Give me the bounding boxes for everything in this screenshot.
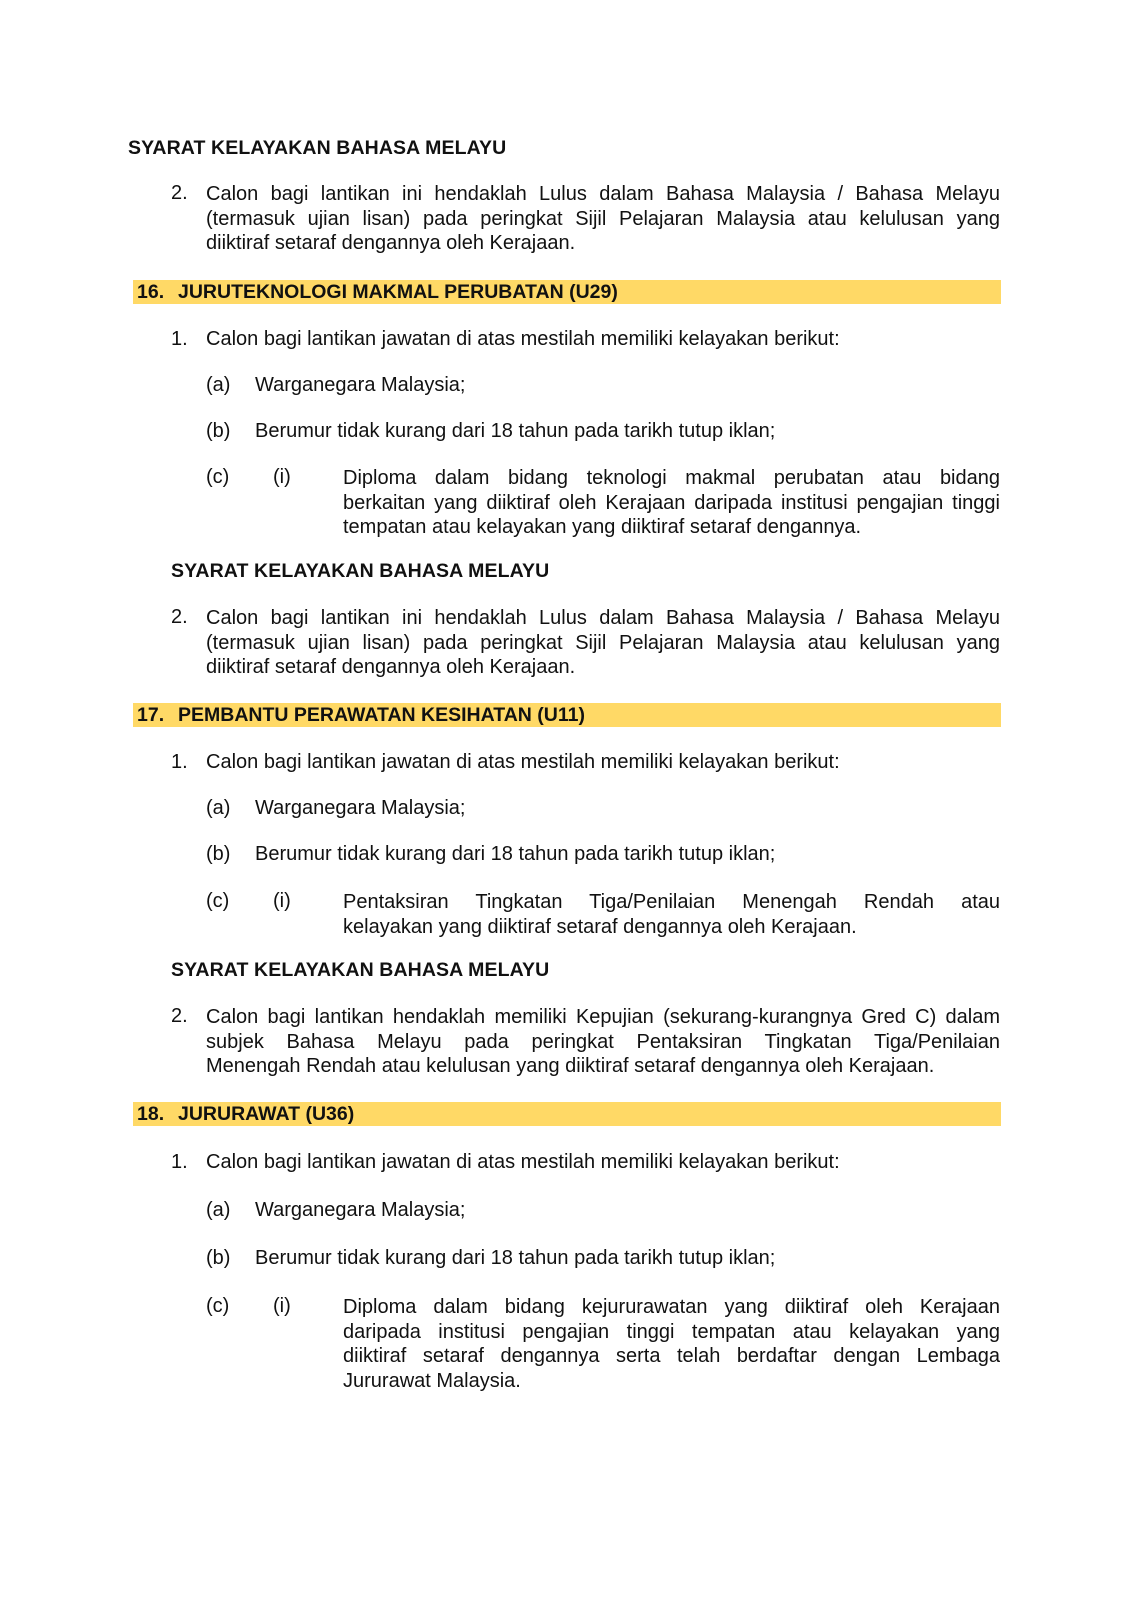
s18-b-text: Berumur tidak kurang dari 18 tahun pada tarikh tutup iklan; [255, 1247, 776, 1269]
section-17-number: 17. [137, 704, 165, 726]
s16-c-paragraph [343, 466, 1000, 540]
s16-b-text: Berumur tidak kurang dari 18 tahun pada tarikh tutup iklan; [255, 420, 776, 442]
section-17-title: PEMBANTU PERAWATAN KESIHATAN (U11) [178, 704, 585, 726]
s16-bm-paragraph [206, 606, 1000, 680]
s18-p1-num: 1. [171, 1151, 188, 1173]
s16-c-line: tempatan atau kelayakan yang diiktiraf setaraf dengannya. [343, 516, 862, 538]
bm-line: (termasuk ujian lisan) pada peringkat Sijil Pelajaran Malaysia atau kelulusan yang [206, 207, 1000, 230]
s16-c-line: berkaitan yang diiktiraf oleh Kerajaan daripada institusi pengajian tinggi [343, 491, 1000, 514]
s16-c-sub: (i) [273, 466, 291, 488]
s18-b-label: (b) [206, 1247, 231, 1269]
bm-line: diiktiraf setaraf dengannya oleh Kerajaan. [206, 232, 576, 254]
s17-b-text: Berumur tidak kurang dari 18 tahun pada tarikh tutup iklan; [255, 843, 776, 865]
section-16-number: 16. [137, 281, 165, 303]
s17-bm-num: 2. [171, 1005, 188, 1027]
s18-c-line: Diploma dalam bidang kejururawatan yang diiktiraf oleh Kerajaan [343, 1296, 1000, 1318]
s17-c-sub: (i) [273, 890, 291, 912]
section-16-title: JURUTEKNOLOGI MAKMAL PERUBATAN (U29) [178, 281, 618, 303]
s16-bm-num: 2. [171, 606, 188, 628]
s18-c-line: diiktiraf setaraf dengannya serta telah berdaftar dengan Lembaga [343, 1345, 1000, 1367]
bm-paragraph-top [206, 182, 1000, 256]
s18-c-paragraph [343, 1295, 1000, 1393]
s16-c-line: Diploma dalam bidang teknologi makmal perubatan atau bidang [343, 467, 1000, 489]
s17-b-label: (b) [206, 843, 231, 865]
s16-bm-line: (termasuk ujian lisan) pada peringkat Sijil Pelajaran Malaysia atau kelulusan yang [206, 631, 1000, 654]
s17-bm-line: Calon bagi lantikan hendaklah memiliki Kepujian (sekurang-kurangnya Gred C) dalam [206, 1006, 1000, 1028]
bm-heading-top: SYARAT KELAYAKAN BAHASA MELAYU [128, 137, 507, 159]
s17-bm-heading: SYARAT KELAYAKAN BAHASA MELAYU [171, 959, 550, 981]
s17-p1-num: 1. [171, 751, 188, 773]
s17-a-label: (a) [206, 797, 231, 819]
s18-a-label: (a) [206, 1199, 231, 1221]
section-18-header [133, 1102, 1001, 1126]
s17-bm-paragraph [206, 1005, 1000, 1079]
section-18-number: 18. [137, 1103, 165, 1125]
s16-bm-heading: SYARAT KELAYAKAN BAHASA MELAYU [171, 560, 550, 582]
s17-bm-line: subjek Bahasa Melayu pada peringkat Pentaksiran Tingkatan Tiga/Penilaian [206, 1030, 1000, 1053]
s17-c-line: Pentaksiran Tingkatan Tiga/Penilaian Menengah Rendah atau [343, 891, 1000, 913]
s18-c-line: Jururawat Malaysia. [343, 1369, 521, 1392]
s17-c-label: (c) [206, 890, 230, 912]
s16-p1-num: 1. [171, 328, 188, 350]
s17-c-line: kelayakan yang diiktiraf setaraf dengannya oleh Kerajaan. [343, 915, 857, 938]
s17-c-paragraph [343, 890, 1000, 939]
s16-a-label: (a) [206, 374, 231, 396]
section-18-title: JURURAWAT (U36) [178, 1103, 355, 1125]
bm-num-top: 2. [171, 182, 188, 204]
s16-a-text: Warganegara Malaysia; [255, 374, 466, 396]
s17-a-text: Warganegara Malaysia; [255, 797, 466, 819]
s18-a-text: Warganegara Malaysia; [255, 1199, 466, 1221]
s18-c-line: daripada institusi pengajian tinggi tempatan atau kelayakan yang [343, 1320, 1000, 1343]
s17-bm-line: Menengah Rendah atau kelulusan yang diiktiraf setaraf dengannya oleh Kerajaan. [206, 1055, 935, 1077]
s18-c-label: (c) [206, 1295, 230, 1317]
s17-p1-text: Calon bagi lantikan jawatan di atas mestilah memiliki kelayakan berikut: [206, 751, 840, 773]
s18-c-sub: (i) [273, 1295, 291, 1317]
bm-line: Calon bagi lantikan ini hendaklah Lulus dalam Bahasa Malaysia / Bahasa Melayu [206, 183, 1000, 205]
s16-bm-line: diiktiraf setaraf dengannya oleh Kerajaan. [206, 656, 576, 678]
s16-p1-text: Calon bagi lantikan jawatan di atas mestilah memiliki kelayakan berikut: [206, 328, 840, 350]
section-17-header [133, 703, 1001, 727]
s16-c-label: (c) [206, 466, 230, 488]
s18-p1-text: Calon bagi lantikan jawatan di atas mestilah memiliki kelayakan berikut: [206, 1151, 840, 1173]
s16-bm-line: Calon bagi lantikan ini hendaklah Lulus dalam Bahasa Malaysia / Bahasa Melayu [206, 607, 1000, 629]
section-16-header [133, 280, 1001, 304]
s16-b-label: (b) [206, 420, 231, 442]
